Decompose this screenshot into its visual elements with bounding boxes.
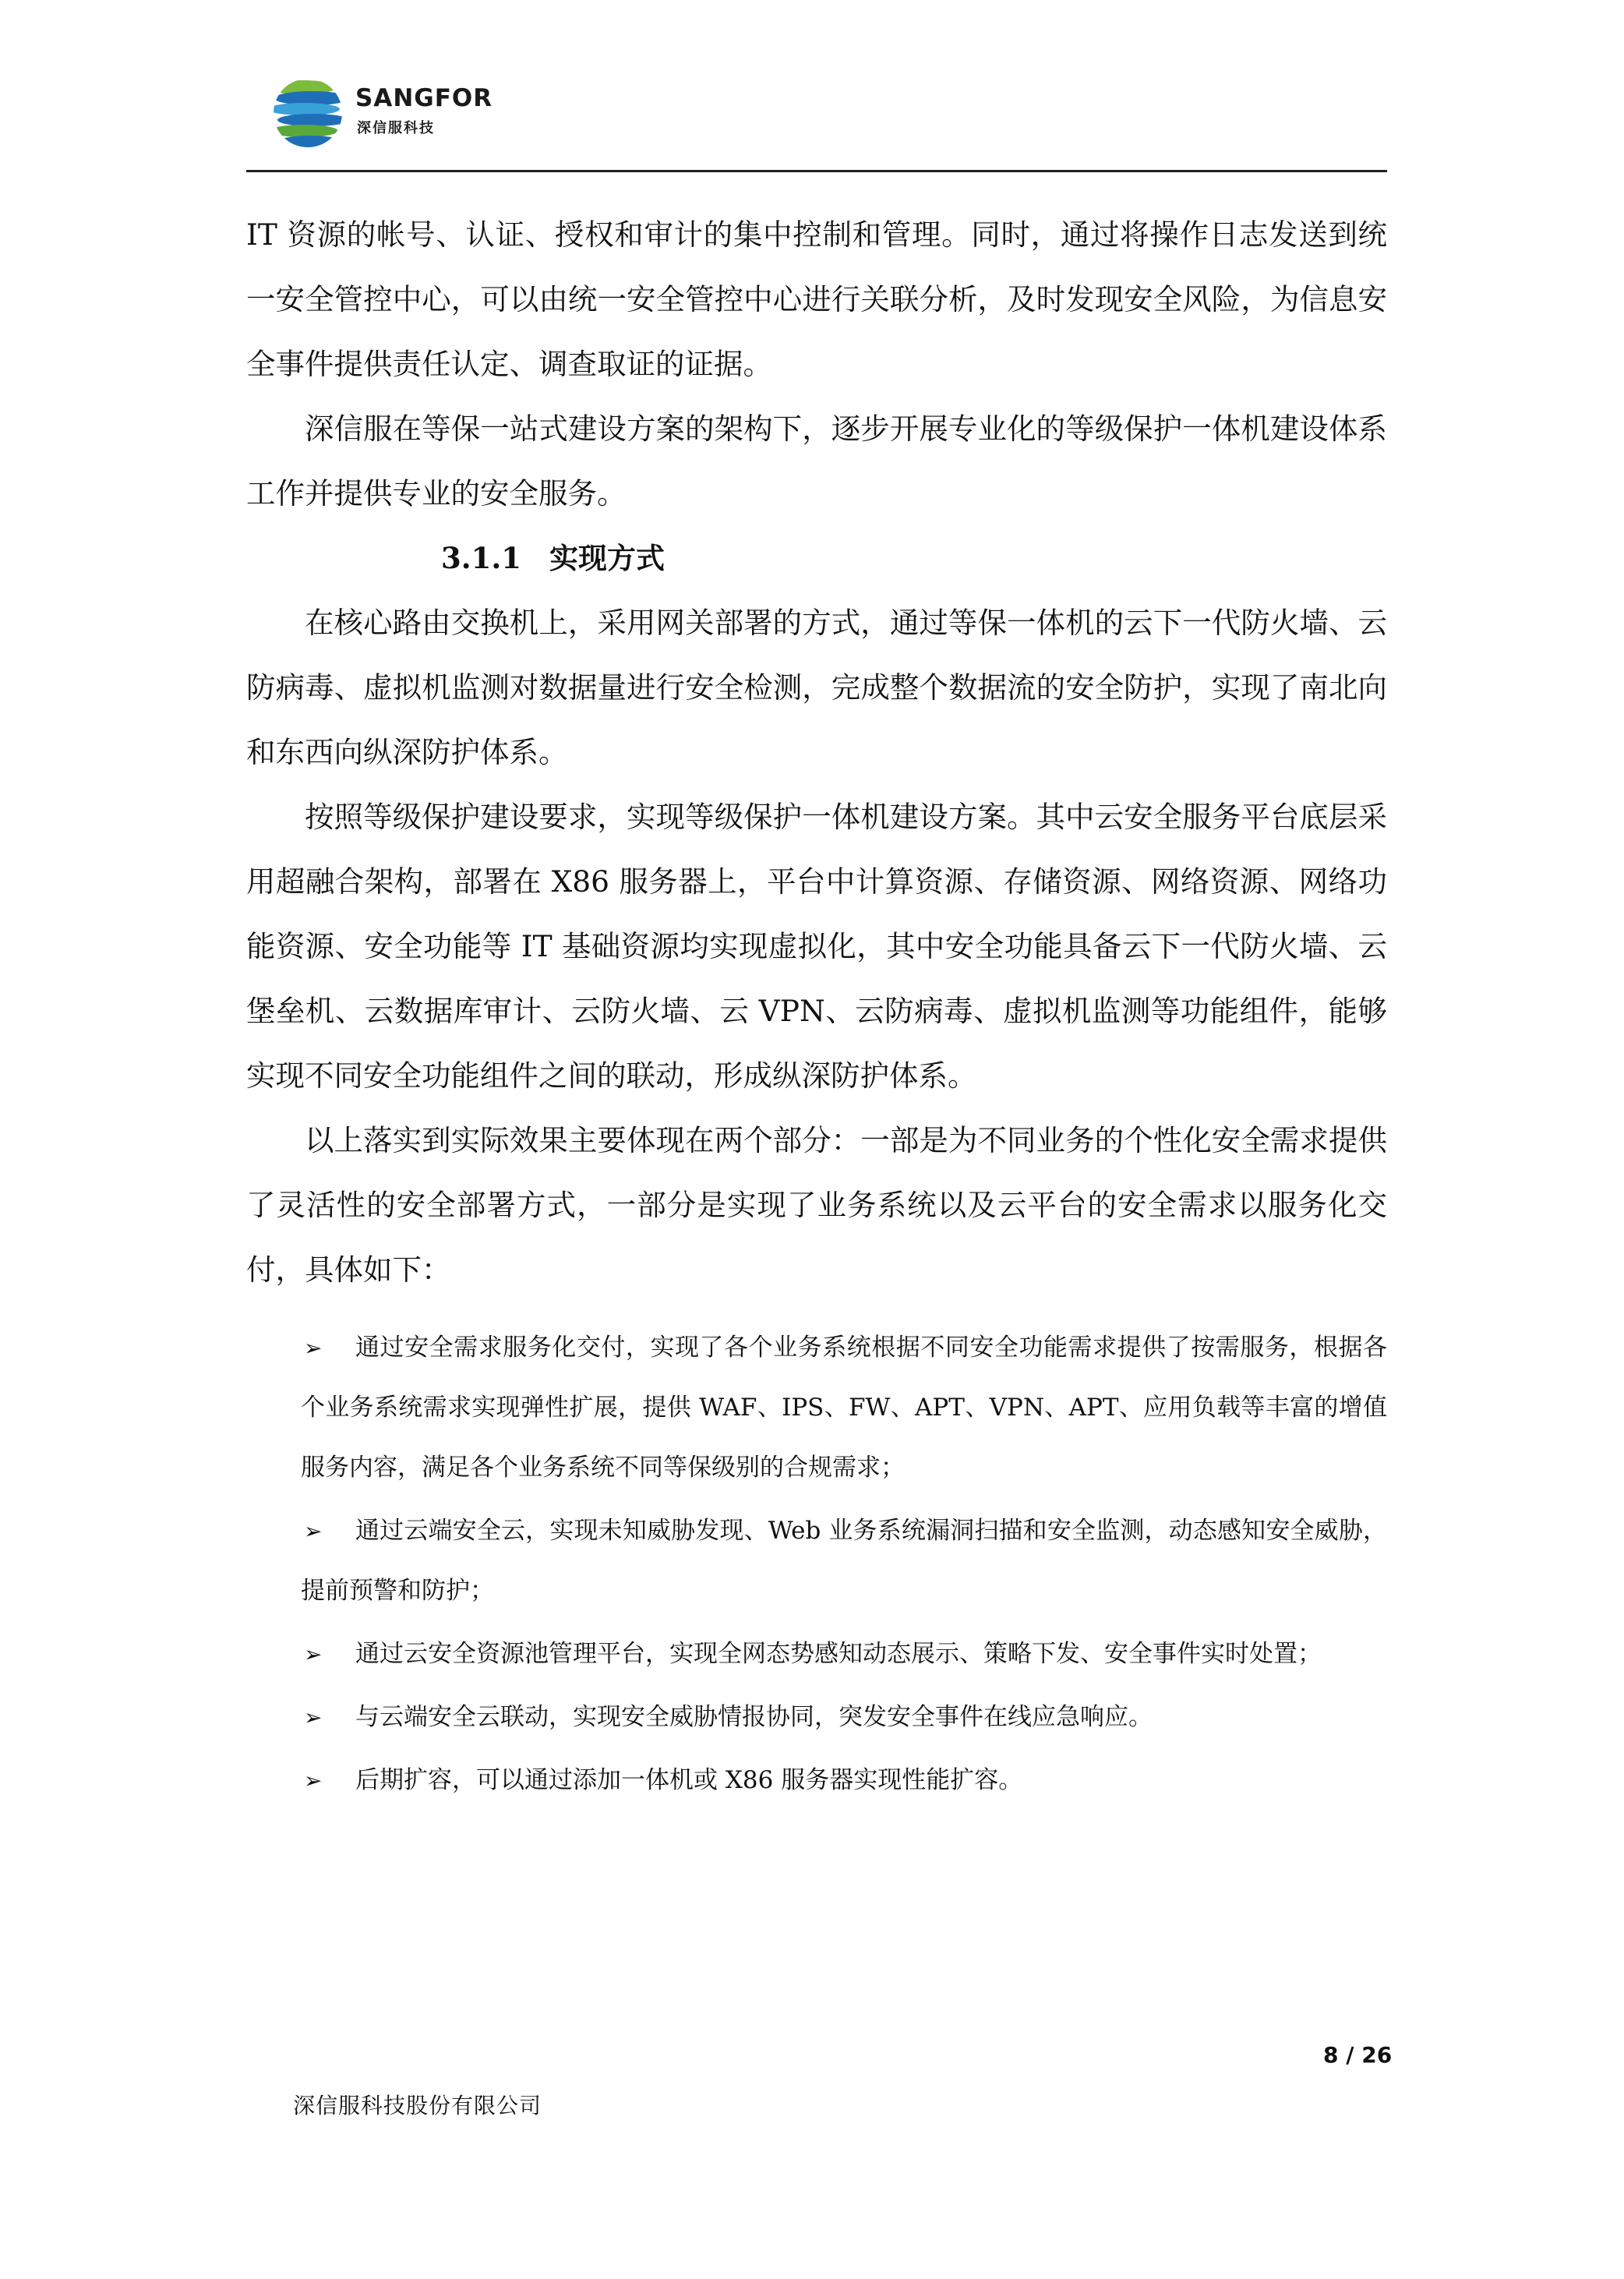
paragraph: 按照等级保护建设要求，实现等级保护一体机建设方案。其中云安全服务平台底层采用超融合架构，部署在 X86 服务器上，平台中计算资源、存储资源、网络资源、网络功能资源、安全功能等 IT 基础资源均实现虚拟化，其中安全功能具备云下一代防火墙、云堡垒机、云数据库审计、云防火墙、云 VPN、云防病毒、虚拟机监测等功能组件，能够实现不同安全功能组件之间的联动，形成纵深防护体系。 [246,800,1387,1093]
list-item-text: 后期扩容，可以通过添加一体机或 X86 服务器实现性能扩容。 [355,1766,1023,1794]
header-divider [246,170,1387,172]
arrow-bullet-icon: ➢ [304,1768,323,1793]
list-item-text: 通过云端安全云，实现未知威胁发现、Web 业务系统漏洞扫描和安全监测，动态感知安全威胁，提前预警和防护； [301,1517,1387,1605]
list-item [246,1687,1387,1747]
list-item [246,1318,1387,1498]
arrow-bullet-icon: ➢ [304,1705,323,1730]
arrow-bullet-icon: ➢ [304,1335,323,1361]
paragraph: 深信服在等保一站式建设方案的架构下，逐步开展专业化的等级保护一体机建设体系工作并提供专业的安全服务。 [246,412,1387,511]
list-item [246,1501,1387,1621]
document-body [246,203,1387,1814]
section-title: 实现方式 [549,541,665,575]
page-header [249,62,1387,171]
list-item [246,1624,1387,1684]
brand-name-en: SANGFOR [355,84,493,112]
paragraph: 以上落实到实际效果主要体现在两个部分：一部是为不同业务的个性化安全需求提供了灵活性的安全部署方式，一部分是实现了业务系统以及云平台的安全需求以服务化交付，具体如下： [246,1123,1387,1287]
page-number: 8 / 26 [1323,2042,1393,2068]
section-number: 3.1.1 [441,541,521,575]
section-heading [246,526,1387,591]
footer-company-name: 深信服科技股份有限公司 [293,2093,542,2118]
bullet-list [246,1318,1387,1811]
list-item-text: 通过云安全资源池管理平台，实现全网态势感知动态展示、策略下发、安全事件实时处置； [355,1640,1322,1668]
sangfor-globe-logo-icon [265,70,351,156]
arrow-bullet-icon: ➢ [304,1641,323,1667]
paragraph: IT 资源的帐号、认证、授权和审计的集中控制和管理。同时，通过将操作日志发送到统一安全管控中心，可以由统一安全管控中心进行关联分析，及时发现安全风险，为信息安全事件提供责任认定、调查取证的证据。 [246,217,1387,381]
paragraph: 在核心路由交换机上，采用网关部署的方式，通过等保一体机的云下一代防火墙、云防病毒、虚拟机监测对数据量进行安全检测，完成整个数据流的安全防护，实现了南北向和东西向纵深防护体系。 [246,606,1387,769]
list-item [246,1751,1387,1811]
arrow-bullet-icon: ➢ [304,1518,323,1544]
brand-name-cn: 深信服科技 [357,120,435,136]
list-item-text: 通过安全需求服务化交付，实现了各个业务系统根据不同安全功能需求提供了按需服务，根据各个业务系统需求实现弹性扩展，提供 WAF、IPS、FW、APT、VPN、APT、应用负载等丰富的增值服务内容，满足各个业务系统不同等保级别的合规需求； [301,1334,1387,1482]
list-item-text: 与云端安全云联动，实现安全威胁情报协同，突发安全事件在线应急响应。 [355,1703,1153,1731]
